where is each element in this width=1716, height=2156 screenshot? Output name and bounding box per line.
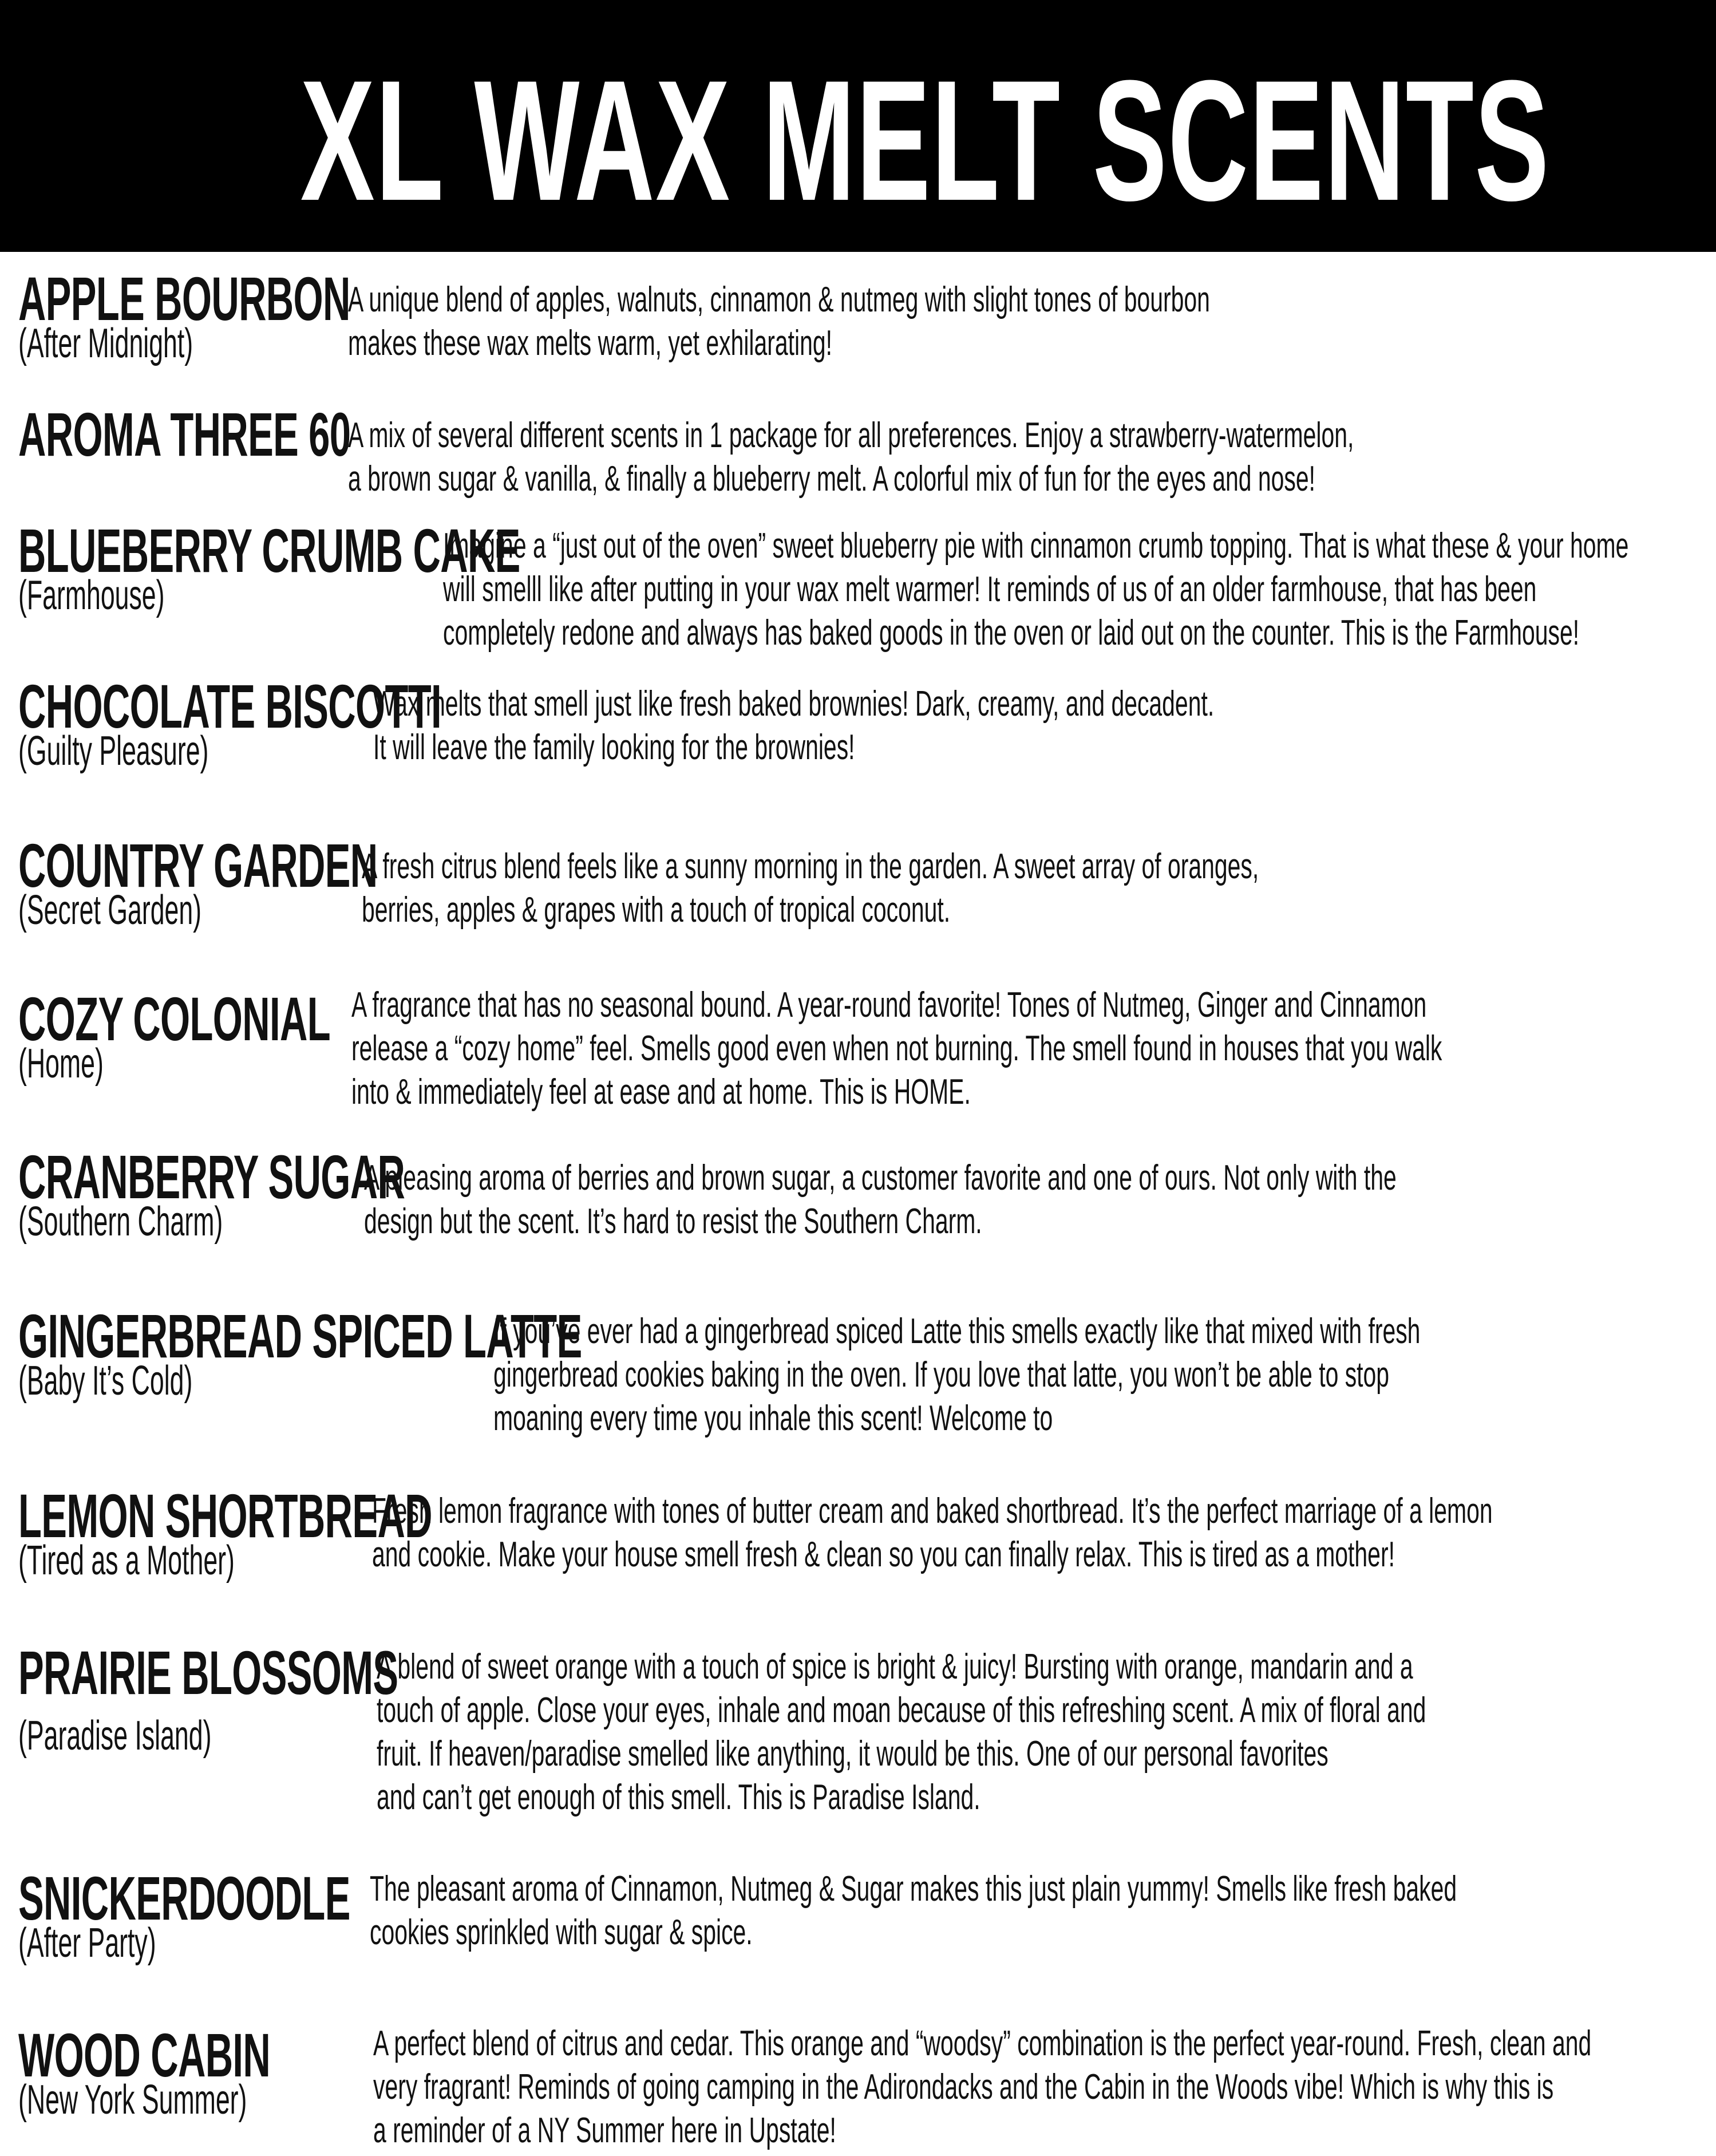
description-line: Fresh lemon fragrance with tones of butter cream and baked shortbread. It’s the perfect marriage of a lemon [372, 1491, 1493, 1531]
scent-nickname: (Paradise Island) [18, 1713, 212, 1759]
description-line: berries, apples & grapes with a touch of tropical coconut. [362, 890, 951, 930]
description-line: gingerbread cookies baking in the oven. If you love that latte, you won’t be able to stop [493, 1355, 1390, 1395]
description-line: A blend of sweet orange with a touch of spice is bright & juicy! Bursting with orange, mandarin and a [377, 1647, 1413, 1687]
description-line: touch of apple. Close your eyes, inhale and moan because of this refreshing scent. A mix of floral and [377, 1691, 1426, 1730]
scent-nickname: (Tired as a Mother) [18, 1538, 235, 1584]
scent-nickname: (Farmhouse) [18, 572, 165, 618]
description-line: A unique blend of apples, walnuts, cinnamon & nutmeg with slight tones of bourbon [348, 280, 1210, 319]
scent-name: BLUEBERRY CRUMB CAKE [18, 516, 520, 585]
description-line: and cookie. Make your house smell fresh & clean so you can finally relax. This is tired as a mother! [372, 1535, 1395, 1574]
description-line: cookies sprinkled with sugar & spice. [370, 1913, 753, 1952]
scent-description [351, 984, 1442, 1114]
title-banner [0, 0, 1716, 252]
scent-description [443, 524, 1628, 655]
scent-description [373, 682, 1214, 769]
scent-name: SNICKERDOODLE [18, 1863, 350, 1933]
description-line: a brown sugar & vanilla, & finally a blueberry melt. A colorful mix of fun for the eyes and nose! [348, 459, 1315, 499]
description-line: very fragrant! Reminds of going camping in the Adirondacks and the Cabin in the Woods vibe! Which is why this is [373, 2067, 1554, 2107]
description-line: A perfect blend of citrus and cedar. This orange and “woodsy” combination is the perfect year-round. Fresh, clean and [373, 2024, 1592, 2063]
description-line: fruit. If heaven/paradise smelled like anything, it would be this. One of our personal favorites [377, 1734, 1328, 1774]
description-line: a reminder of a NY Summer here in Upstate! [373, 2111, 836, 2150]
description-line: Wax melts that smell just like fresh baked brownies! Dark, creamy, and decadent. [373, 684, 1215, 724]
description-line: A fragrance that has no seasonal bound. A year-round favorite! Tones of Nutmeg, Ginger and Cinnamon [351, 985, 1427, 1025]
scent-name: PRAIRIE BLOSSOMS [18, 1638, 398, 1707]
scent-nickname: (Secret Garden) [18, 887, 202, 933]
scent-name: APPLE BOURBON [18, 264, 350, 333]
scent-nickname: (New York Summer) [18, 2077, 247, 2123]
description-line: The pleasant aroma of Cinnamon, Nutmeg & Sugar makes this just plain yummy! Smells like fresh baked [370, 1869, 1457, 1909]
scent-description [370, 1867, 1457, 1954]
scent-name: COUNTRY GARDEN [18, 831, 378, 900]
description-line: A mix of several different scents in 1 package for all preferences. Enjoy a strawberry-watermelon, [348, 416, 1354, 455]
description-line: Imagine a “just out of the oven” sweet blueberry pie with cinnamon crumb topping. That is what these & your home [443, 526, 1629, 566]
scent-description [372, 1490, 1493, 1577]
description-line: completely redone and always has baked goods in the oven or laid out on the counter. This is the Farmhouse! [443, 613, 1580, 653]
scent-name: LEMON SHORTBREAD [18, 1481, 432, 1550]
description-line: A fresh citrus blend feels like a sunny morning in the garden. A sweet array of oranges, [362, 847, 1259, 886]
description-line: makes these wax melts warm, yet exhilarating! [348, 323, 832, 363]
description-line: If you’ve ever had a gingerbread spiced Latte this smells exactly like that mixed with fresh [493, 1312, 1421, 1351]
scent-description [377, 1645, 1426, 1819]
scent-description [348, 414, 1354, 501]
description-line: will smelll like after putting in your wax melt warmer! It reminds of us of an older farmhouse, that has been [443, 570, 1537, 609]
scent-description [362, 845, 1259, 932]
description-line: release a “cozy home” feel. Smells good even when not burning. The smell found in houses that you walk [351, 1029, 1442, 1068]
scent-nickname: (Baby It’s Cold) [18, 1358, 193, 1404]
description-line: A pleasing aroma of berries and brown sugar, a customer favorite and one of ours. Not only with the [364, 1158, 1397, 1198]
description-line: and can’t get enough of this smell. This is Paradise Island. [377, 1778, 980, 1817]
description-line: moaning every time you inhale this scent! Welcome to [493, 1399, 1053, 1438]
page-title: XL WAX MELT SCENTS [300, 44, 1550, 236]
scent-nickname: (Guilty Pleasure) [18, 728, 209, 774]
scent-name: CHOCOLATE BISCOTTI [18, 672, 442, 741]
scent-nickname: (Southern Charm) [18, 1199, 223, 1245]
scent-description [348, 278, 1210, 365]
description-line: into & immediately feel at ease and at home. This is HOME. [351, 1072, 971, 1112]
scent-nickname: (After Midnight) [18, 321, 193, 366]
scent-description [493, 1310, 1420, 1440]
scent-name: COZY COLONIAL [18, 984, 330, 1053]
scent-name: GINGERBREAD SPICED LATTE [18, 1301, 582, 1371]
description-line: It will leave the family looking for the brownies! [373, 728, 855, 767]
scent-description [373, 2022, 1591, 2153]
scent-name: CRANBERRY SUGAR [18, 1142, 405, 1211]
scent-name: WOOD CABIN [18, 2020, 271, 2090]
scent-nickname: (Home) [18, 1041, 104, 1087]
scent-nickname: (After Party) [18, 1920, 156, 1966]
scent-description [364, 1156, 1397, 1243]
description-line: design but the scent. It’s hard to resist the Southern Charm. [364, 1202, 982, 1241]
scent-name: AROMA THREE 60 [18, 400, 351, 469]
